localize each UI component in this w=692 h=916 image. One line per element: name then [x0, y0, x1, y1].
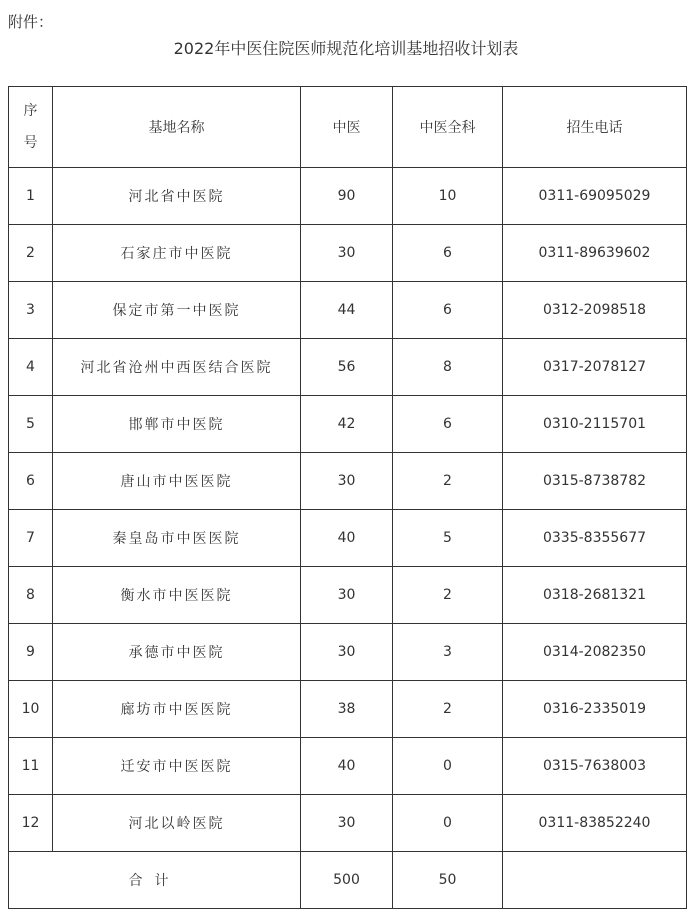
row-tcm-count: 30	[301, 225, 393, 282]
row-base-name: 邯郸市中医院	[53, 396, 301, 453]
row-phone: 0311-83852240	[503, 795, 687, 852]
row-tcm-count: 30	[301, 453, 393, 510]
table-row	[9, 396, 687, 453]
row-number: 3	[9, 282, 53, 339]
row-number: 1	[9, 168, 53, 225]
row-base-name: 秦皇岛市中医医院	[53, 510, 301, 567]
row-tcm-general-count: 2	[393, 453, 503, 510]
header-seq	[9, 87, 53, 168]
row-number: 4	[9, 339, 53, 396]
row-tcm-general-count: 10	[393, 168, 503, 225]
row-number: 11	[9, 738, 53, 795]
row-phone: 0317-2078127	[503, 339, 687, 396]
row-phone: 0316-2335019	[503, 681, 687, 738]
table-row	[9, 681, 687, 738]
row-tcm-general-count: 8	[393, 339, 503, 396]
row-base-name: 衡水市中医医院	[53, 567, 301, 624]
row-number: 12	[9, 795, 53, 852]
table-header-row	[9, 87, 687, 168]
row-base-name: 承德市中医院	[53, 624, 301, 681]
row-tcm-count: 40	[301, 510, 393, 567]
row-base-name: 迁安市中医医院	[53, 738, 301, 795]
row-phone: 0315-8738782	[503, 453, 687, 510]
row-tcm-general-count: 2	[393, 567, 503, 624]
row-number: 2	[9, 225, 53, 282]
table-row	[9, 453, 687, 510]
row-number: 8	[9, 567, 53, 624]
header-tcm: 中医	[301, 87, 393, 168]
header-base-name: 基地名称	[53, 87, 301, 168]
row-number: 5	[9, 396, 53, 453]
row-tcm-count: 30	[301, 567, 393, 624]
row-tcm-general-count: 0	[393, 795, 503, 852]
table-row	[9, 738, 687, 795]
row-tcm-general-count: 0	[393, 738, 503, 795]
row-base-name: 唐山市中医医院	[53, 453, 301, 510]
row-tcm-general-count: 2	[393, 681, 503, 738]
row-phone: 0315-7638003	[503, 738, 687, 795]
row-phone: 0311-89639602	[503, 225, 687, 282]
table-row	[9, 225, 687, 282]
enrollment-plan-table	[8, 86, 687, 909]
row-number: 6	[9, 453, 53, 510]
row-phone: 0318-2681321	[503, 567, 687, 624]
total-tcm: 500	[301, 852, 393, 909]
row-tcm-general-count: 3	[393, 624, 503, 681]
table-row	[9, 624, 687, 681]
row-tcm-count: 30	[301, 624, 393, 681]
header-tcm-general: 中医全科	[393, 87, 503, 168]
header-seq-line2: 号	[23, 135, 38, 151]
row-tcm-count: 42	[301, 396, 393, 453]
row-tcm-count: 38	[301, 681, 393, 738]
row-base-name: 保定市第一中医院	[53, 282, 301, 339]
row-number: 9	[9, 624, 53, 681]
table-row	[9, 282, 687, 339]
row-number: 7	[9, 510, 53, 567]
header-seq-line1: 序	[23, 103, 38, 119]
attachment-label: 附件：	[8, 13, 54, 31]
header-phone: 招生电话	[503, 87, 687, 168]
row-tcm-count: 56	[301, 339, 393, 396]
row-tcm-general-count: 6	[393, 282, 503, 339]
total-label: 合计	[9, 852, 301, 909]
row-base-name: 河北以岭医院	[53, 795, 301, 852]
table-row	[9, 795, 687, 852]
row-phone: 0310-2115701	[503, 396, 687, 453]
row-tcm-general-count: 6	[393, 225, 503, 282]
row-tcm-general-count: 5	[393, 510, 503, 567]
row-phone: 0312-2098518	[503, 282, 687, 339]
row-tcm-count: 40	[301, 738, 393, 795]
total-tcm-general: 50	[393, 852, 503, 909]
row-tcm-count: 44	[301, 282, 393, 339]
row-base-name: 河北省沧州中西医结合医院	[53, 339, 301, 396]
row-base-name: 廊坊市中医医院	[53, 681, 301, 738]
row-phone: 0311-69095029	[503, 168, 687, 225]
row-phone: 0335-8355677	[503, 510, 687, 567]
table-row	[9, 567, 687, 624]
row-base-name: 河北省中医院	[53, 168, 301, 225]
table-row	[9, 339, 687, 396]
row-tcm-count: 30	[301, 795, 393, 852]
total-phone	[503, 852, 687, 909]
row-phone: 0314-2082350	[503, 624, 687, 681]
table-row	[9, 510, 687, 567]
row-tcm-count: 90	[301, 168, 393, 225]
row-number: 10	[9, 681, 53, 738]
document-title: 2022年中医住院医师规范化培训基地招收计划表	[173, 39, 519, 58]
row-base-name: 石家庄市中医院	[53, 225, 301, 282]
total-row	[9, 852, 687, 909]
table-row	[9, 168, 687, 225]
row-tcm-general-count: 6	[393, 396, 503, 453]
